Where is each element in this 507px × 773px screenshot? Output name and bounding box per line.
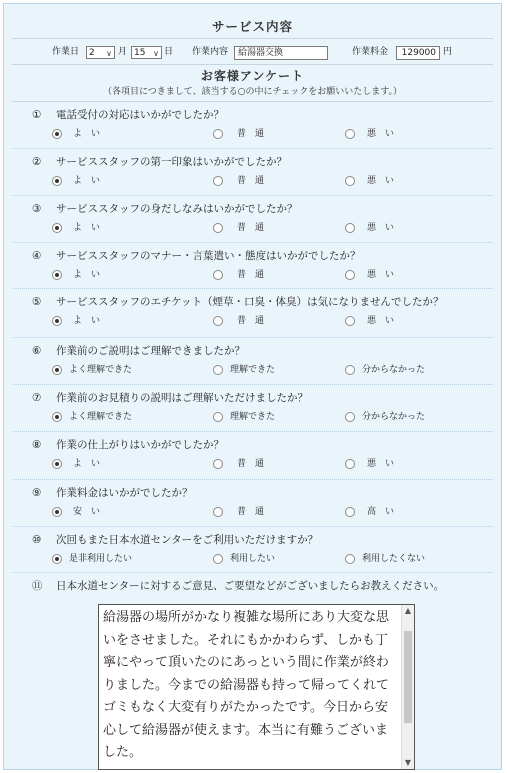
radio-label: 分からなかった: [362, 365, 426, 375]
fee-label: 作業料金: [352, 47, 389, 57]
question-number: ⑤: [32, 296, 42, 308]
radio-button[interactable]: [345, 316, 355, 326]
question-label: 作業の仕上がりはいかがでしたか？: [56, 439, 224, 451]
radio-button[interactable]: [52, 129, 62, 139]
radio-label: よ い: [73, 316, 101, 326]
radio-button[interactable]: [345, 129, 355, 139]
radio-button[interactable]: [213, 223, 223, 233]
survey-note: （各項目につきまして、該当する○の中にチェックをお願いいたします。）: [102, 87, 402, 97]
work-info-row: [4, 44, 501, 62]
radio-label: よ い: [73, 223, 101, 233]
question-3-text: [32, 201, 298, 216]
divider: [12, 337, 493, 338]
question-9-options: [4, 506, 501, 520]
radio-button[interactable]: [213, 554, 223, 564]
work-content-input[interactable]: 給湯器交換: [234, 46, 328, 60]
question-label: サービススタッフのエチケット（煙草・口臭・体臭）は気になりませんでしたか？: [56, 296, 444, 308]
divider: [12, 384, 493, 385]
question-number: ⑧: [32, 439, 42, 451]
question-11-text: [32, 578, 444, 593]
radio-label: 安 い: [73, 507, 101, 517]
divider: [12, 431, 493, 432]
comment-text: 給湯器の場所がかなり複雑な場所にあり大変な思いをさせました。それにもかかわらず、しかも丁寧にやって頂いたのにあっという間に作業が終わりました。今までの給湯器も持って帰ってくれてゴミもなく大変有りがたかったです。今日から安心して給湯器が使えます。本当に有難うございました。: [103, 610, 390, 760]
radio-label: 悪 い: [367, 129, 395, 139]
month-select[interactable]: [86, 46, 115, 59]
radio-button[interactable]: [52, 365, 62, 375]
question-1-text: [32, 107, 224, 122]
work-date-label: 作業日: [52, 47, 80, 57]
work-content-label: 作業内容: [192, 47, 229, 57]
divider: [12, 288, 493, 289]
radio-button[interactable]: [345, 412, 355, 422]
comment-textarea[interactable]: [98, 604, 415, 770]
radio-label: 普 通: [237, 223, 265, 233]
question-7-text: [32, 390, 308, 405]
chevron-down-icon: ∨: [153, 49, 159, 58]
service-section-title: サービス内容: [211, 19, 293, 34]
question-number: ⑦: [32, 392, 42, 404]
question-number: ②: [32, 156, 42, 168]
question-number: ⑪: [32, 580, 43, 592]
question-label: 作業前のご説明はご理解できましたか？: [56, 345, 245, 357]
divider: [12, 101, 493, 102]
radio-button[interactable]: [52, 412, 62, 422]
radio-label: 普 通: [237, 176, 265, 186]
radio-label: 理解できた: [230, 412, 276, 422]
question-5-text: [32, 294, 444, 309]
radio-label: 理解できた: [230, 365, 276, 375]
radio-button[interactable]: [52, 223, 62, 233]
divider: [12, 148, 493, 149]
radio-button[interactable]: [345, 270, 355, 280]
radio-label: よく理解できた: [69, 412, 133, 422]
question-number: ①: [32, 109, 42, 121]
radio-label: 普 通: [237, 459, 265, 469]
radio-label: 高 い: [367, 507, 395, 517]
question-label: サービススタッフの第一印象はいかがでしたか？: [56, 156, 287, 168]
question-number: ⑨: [32, 487, 42, 499]
radio-label: 普 通: [237, 270, 265, 280]
radio-button[interactable]: [213, 129, 223, 139]
question-2-text: [32, 154, 287, 169]
scrollbar-thumb[interactable]: [404, 631, 412, 723]
question-7-options: [4, 411, 501, 425]
divider: [12, 195, 493, 196]
day-unit: 日: [164, 47, 174, 57]
divider: [12, 64, 493, 65]
divider: [12, 526, 493, 527]
question-number: ③: [32, 203, 42, 215]
scrollbar[interactable]: [401, 605, 414, 769]
question-label: 作業料金はいかがでしたか？: [56, 487, 193, 499]
radio-button[interactable]: [213, 507, 223, 517]
question-label: 日本水道センターに対するご意見、ご要望などがございましたらお教えください。: [56, 580, 445, 592]
question-8-text: [32, 437, 224, 452]
radio-label: 利用したくない: [362, 554, 426, 564]
fee-unit: 円: [443, 47, 453, 57]
radio-label: 普 通: [237, 507, 265, 517]
survey-form: [3, 3, 502, 770]
day-select[interactable]: [131, 46, 162, 59]
radio-button[interactable]: [213, 270, 223, 280]
radio-button[interactable]: [213, 459, 223, 469]
divider: [12, 242, 493, 243]
question-3-options: [4, 222, 501, 236]
radio-button[interactable]: [345, 223, 355, 233]
fee-input[interactable]: 129000: [396, 46, 440, 60]
question-4-options: [4, 269, 501, 283]
radio-button[interactable]: [345, 507, 355, 517]
question-label: 電話受付の対応はいかがでしたか？: [56, 109, 224, 121]
radio-button[interactable]: [213, 316, 223, 326]
radio-label: よ い: [73, 459, 101, 469]
survey-title: お客様アンケート: [200, 69, 305, 83]
question-10-options: [4, 553, 501, 567]
radio-label: よく理解できた: [69, 365, 133, 375]
radio-label: 悪 い: [367, 176, 395, 186]
divider: [12, 479, 493, 480]
question-10-text: [32, 532, 318, 547]
radio-label: よ い: [73, 270, 101, 280]
divider: [12, 38, 493, 39]
question-label: サービススタッフの身だしなみはいかがでしたか？: [56, 203, 298, 215]
question-number: ⑥: [32, 345, 42, 357]
radio-label: よ い: [73, 176, 101, 186]
question-1-options: [4, 128, 501, 142]
radio-button[interactable]: [52, 459, 62, 469]
radio-label: よ い: [73, 129, 101, 139]
divider: [12, 572, 493, 573]
radio-label: 利用したい: [230, 554, 276, 564]
radio-button[interactable]: [52, 507, 62, 517]
month-unit: 月: [118, 47, 128, 57]
question-6-text: [32, 343, 245, 358]
radio-button[interactable]: [213, 176, 223, 186]
radio-button[interactable]: [345, 554, 355, 564]
radio-label: 悪 い: [367, 223, 395, 233]
radio-label: 普 通: [237, 129, 265, 139]
question-2-options: [4, 175, 501, 189]
radio-label: 悪 い: [367, 316, 395, 326]
arrow-down-icon[interactable]: ▼: [404, 758, 412, 767]
radio-button[interactable]: [213, 365, 223, 375]
radio-button[interactable]: [52, 316, 62, 326]
day-value: 15: [134, 48, 146, 58]
question-6-options: [4, 364, 501, 378]
radio-label: 普 通: [237, 316, 265, 326]
question-8-options: [4, 458, 501, 472]
question-label: 次回もまた日本水道センターをご利用いただけますか？: [56, 534, 319, 546]
radio-button[interactable]: [52, 176, 62, 186]
question-number: ⑩: [32, 534, 42, 546]
radio-button[interactable]: [52, 270, 62, 280]
question-label: サービススタッフのマナー・言葉遣い・態度はいかがでしたか？: [56, 250, 361, 262]
question-4-text: [32, 248, 361, 263]
question-label: 作業前のお見積りの説明はご理解いただけましたか？: [56, 392, 308, 404]
radio-button[interactable]: [213, 412, 223, 422]
question-5-options: [4, 315, 501, 329]
radio-label: 悪 い: [367, 270, 395, 280]
question-number: ④: [32, 250, 42, 262]
arrow-up-icon[interactable]: ▲: [404, 606, 412, 615]
radio-label: 是非利用したい: [69, 554, 133, 564]
radio-button[interactable]: [345, 176, 355, 186]
question-9-text: [32, 485, 193, 500]
radio-button[interactable]: [345, 459, 355, 469]
radio-label: 悪 い: [367, 459, 395, 469]
radio-button[interactable]: [345, 365, 355, 375]
chevron-down-icon: ∨: [106, 49, 112, 58]
radio-label: 分からなかった: [362, 412, 426, 422]
month-value: 2: [89, 48, 95, 58]
radio-button[interactable]: [52, 554, 62, 564]
